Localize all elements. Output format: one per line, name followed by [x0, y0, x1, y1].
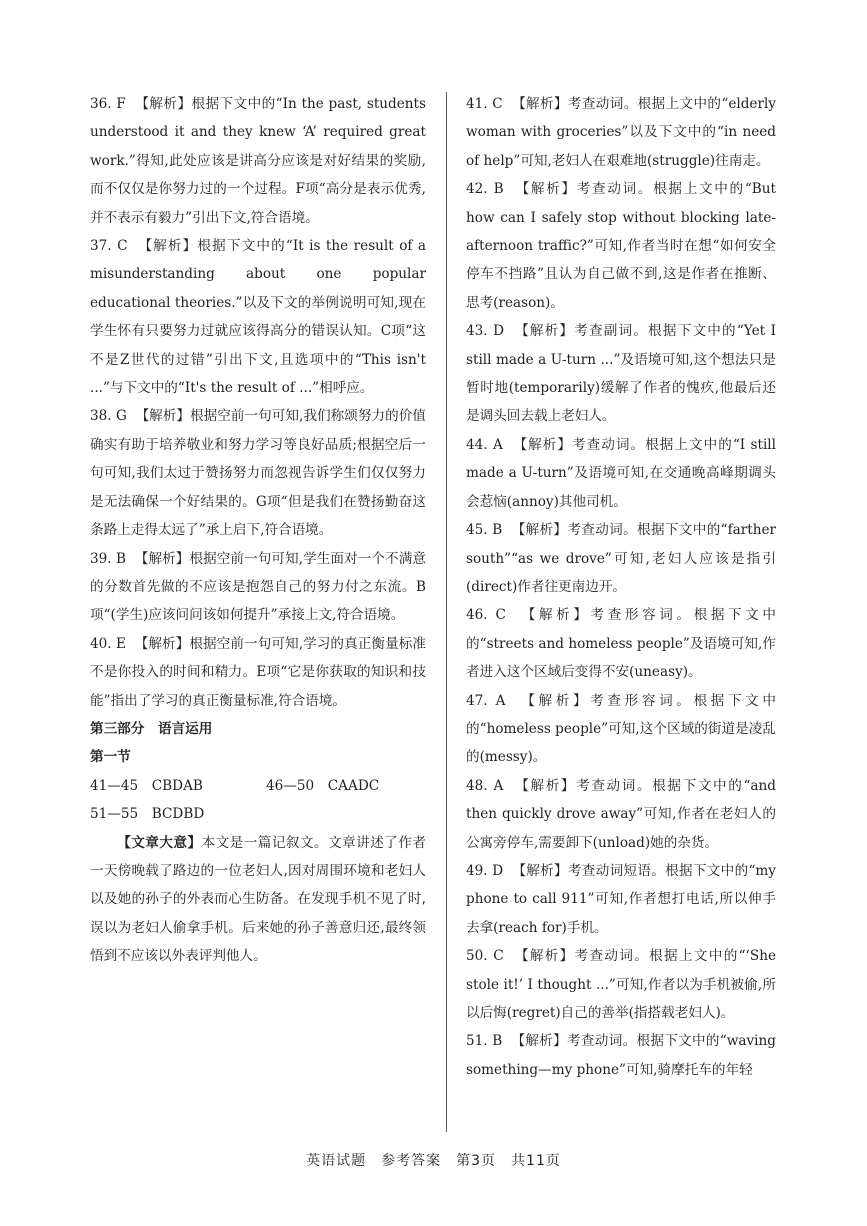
answer-item-44: 44. A 【解析】考查动词。根据上文中的“I still made a U-turn”及语境可知,在交通晚高峰期调头会惹恼(annoy)其他司机。	[466, 436, 776, 510]
answer-item-48: 48. A 【解析】考查动词。根据下文中的“and then quickly drove away”可知,作者在老妇人的公寓旁停车,需要卸下(unload)她的杂货。	[466, 777, 776, 851]
answer-group-41-45: 41—45 CBDAB	[90, 777, 203, 794]
answer-item-36: 36. F 【解析】根据下文中的“In the past, students understood it and they knew ‘A’ required great work.”得知,此处应该是讲高分应该是对好结果的奖励,而不仅仅是你努力过的一个过程。F项“高分是表示优秀,并不表示有毅力”引出下文,符合语境。	[90, 96, 426, 226]
section-heading: 第一节	[90, 749, 131, 766]
summary-text: 本文是一篇记叙文。文章讲述了作者一天傍晚载了路边的一位老妇人,因对周围环境和老妇人以及她的孙子的外表而心生防备。在发现手机不见了时,误以为老妇人偷拿手机。后来她的孙子善意归还,最终领悟到不应该以外表评判他人。	[90, 834, 427, 965]
answer-item-45: 45. B 【解析】考查动词。根据下文中的“farther south”“as we drove”可知,老妇人应该是指引(direct)作者往更南边开。	[466, 522, 776, 595]
answer-row-1	[90, 772, 426, 800]
answer-item-39: 39. B 【解析】根据空前一句可知,学生面对一个不满意的分数首先做的不应该是抱怨自己的努力付之东流。B项“(学生)应该问问该如何提升”承接上文,符合语境。	[90, 550, 426, 624]
answer-item-50: 50. C 【解析】考查动词。根据上文中的“‘She stole it!’ I thought ...”可知,作者以为手机被偷,所以后悔(regret)自己的善举(指搭载老妇人)。	[466, 948, 776, 1021]
part-heading: 第三部分 语言运用	[90, 720, 213, 737]
column-divider	[446, 92, 447, 1132]
answer-item-40: 40. E 【解析】根据空前一句可知,学习的真正衡量标准不是你投入的时间和精力。E项“它是你获取的知识和技能”指出了学习的真正衡量标准,符合语境。	[90, 635, 426, 709]
answer-item-47: 47. A 【解析】考查形容词。根据下文中的“homeless people”可知,这个区域的街道是凌乱的(messy)。	[466, 692, 776, 766]
answer-item-41: 41. C 【解析】考查动词。根据上文中的“elderly woman with groceries”以及下文中的“in need of help”可知,老妇人在艰难地(struggle)往南走。	[466, 96, 776, 169]
summary-label: 【文章大意】	[117, 834, 202, 851]
right-column	[466, 90, 776, 1084]
answer-item-42: 42. B 【解析】考查动词。根据上文中的“But how can I safely stop without blocking late-afternoon traffic?”可知,作者当时在想“如何安全停车不挡路”且认为自己做不到,这是作者在推断、思考(reason)。	[466, 181, 776, 311]
left-column	[90, 90, 426, 971]
answer-item-46: 46. C 【解析】考查形容词。根据下文中的“streets and homeless people”及语境可知,作者进入这个区域后变得不安(uneasy)。	[466, 607, 776, 681]
answer-row-2	[90, 800, 426, 828]
answer-group-51-55: 51—55 BCDBD	[90, 806, 205, 823]
answer-group-46-50: 46—50 CAADC	[266, 777, 380, 794]
answer-item-49: 49. D 【解析】考查动词短语。根据下文中的“my phone to call 911”可知,作者想打电话,所以伸手去拿(reach for)手机。	[466, 862, 776, 936]
answer-item-38: 38. G 【解析】根据空前一句可知,我们称颂努力的价值确实有助于培养敬业和努力学习等良好品质;根据空后一句可知,我们太过于赞扬努力而忽视告诉学生们仅仅努力是无法确保一个好结果的。G项“但是我们在赞扬勤奋这条路上走得太远了”承上启下,符合语境。	[90, 408, 426, 539]
answer-item-43: 43. D 【解析】考查副词。根据下文中的“Yet I still made a U-turn ...”及语境可知,这个想法只是暂时地(temporarily)缓解了作者的愧疚,他最后还是调头回去载上老妇人。	[466, 323, 776, 425]
page-footer: 英语试题 参考答案 第3页 共11页	[306, 1153, 561, 1169]
article-summary	[90, 829, 426, 971]
answer-item-37: 37. C 【解析】根据下文中的“It is the result of a misunderstanding about one popular educational theories.”以及下文的举例说明可知,现在学生怀有只要努力过就应该得高分的错误认知。C项“这不是Z世代的过错”引出下文,且选项中的“This isn't ...”与下文中的“It's the result of ...”相呼应。	[90, 238, 426, 397]
answer-item-51: 51. B 【解析】考查动词。根据下文中的“waving something—my phone”可知,骑摩托车的年轻	[466, 1033, 776, 1078]
